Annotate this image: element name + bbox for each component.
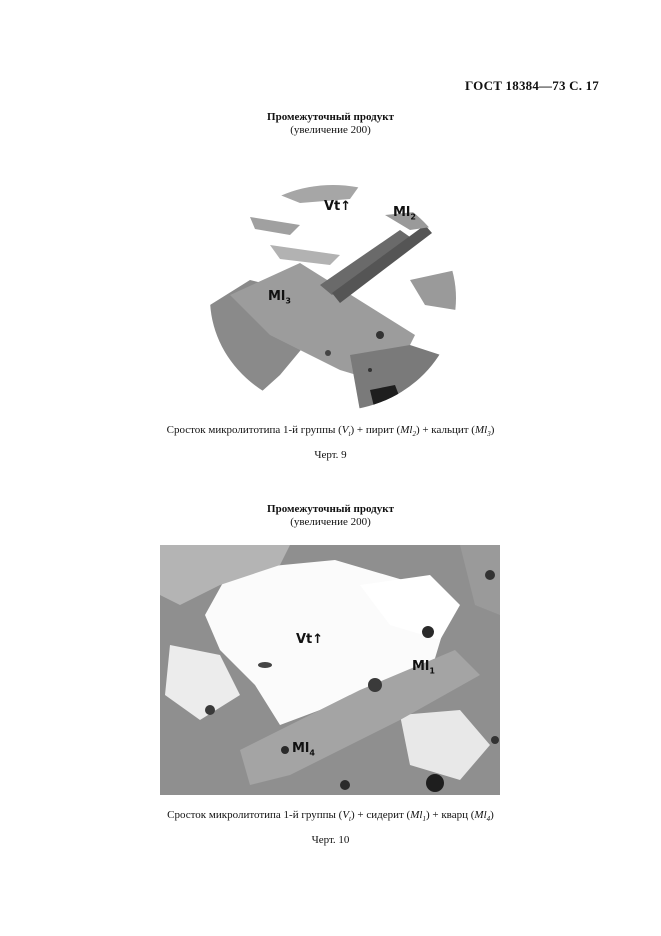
figure-9-number: Черт. 9 [314, 449, 347, 461]
figure-9-micrograph [210, 185, 456, 411]
page-header-code: ГОСТ 18384—73 С. 17 [465, 78, 599, 93]
figure-10-magnification: (увеличение 200) [290, 516, 371, 528]
figure-9-heading [0, 111, 661, 137]
figure-10-title: Промежуточный продукт [267, 503, 394, 515]
figure-9-caption: Сросток микролитотипа 1-й группы $(V_t)$ + пирит $(Ml_2)$ + кальцит $(Ml_3)$ [166, 424, 495, 439]
micrograph-9-image [210, 185, 456, 411]
figure-10-caption: Сросток микролитотипа 1-й группы $(V_t)$ + сидерит $(Ml_1)$ + кварц $(Ml_4)$ [167, 809, 494, 824]
label-ml3-9: $Ml_3$ [268, 289, 291, 306]
figure-10-number: Черт. 10 [311, 834, 350, 846]
label-vt-9: Vt↑ [324, 199, 352, 214]
figure-9-magnification: (увеличение 200) [290, 124, 371, 136]
figure-9-title: Промежуточный продукт [267, 111, 394, 123]
figure-10-micrograph [160, 545, 500, 795]
label-ml1-10: $Ml_1$ [412, 659, 435, 676]
label-ml4-10: $Ml_4$ [292, 741, 315, 758]
micrograph-10-image [160, 545, 500, 795]
figure-10-heading [0, 503, 661, 529]
label-ml2-9: $Ml_2$ [393, 205, 416, 222]
label-vt-10: Vt↑ [296, 632, 324, 647]
